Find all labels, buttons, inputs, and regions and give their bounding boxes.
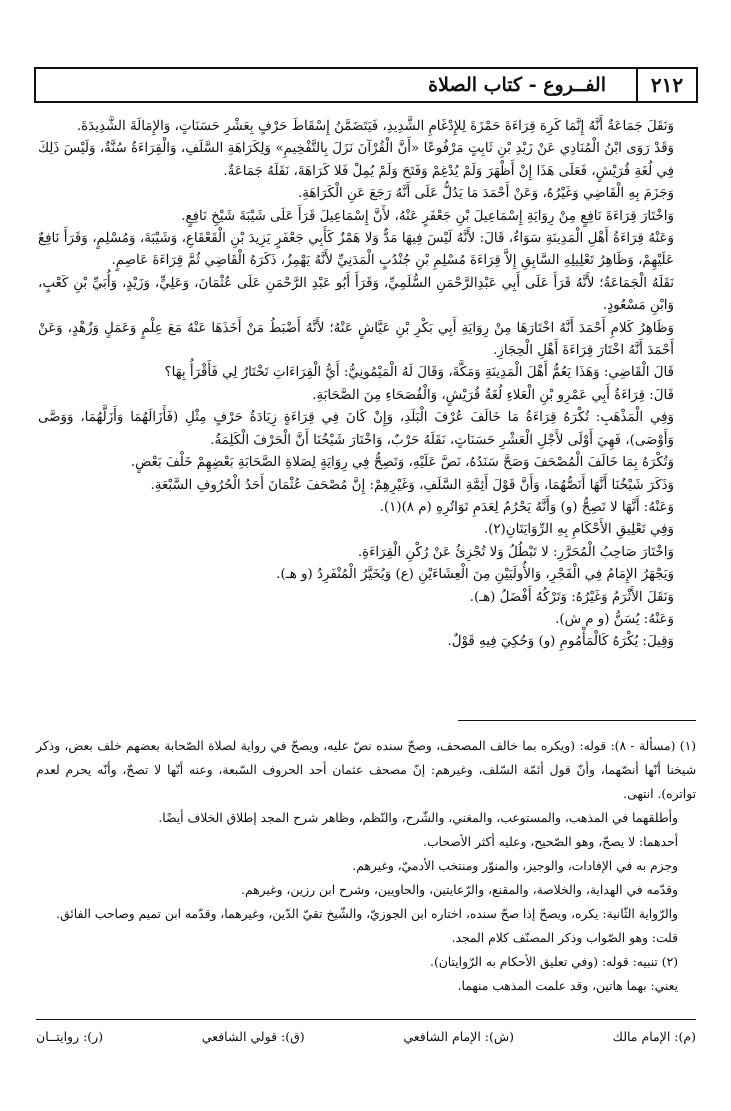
paragraph: وَنَقَلَ جَمَاعَةٌ أَنَّهُ إِنَّمَا كَرِهَ قِرَاءَةَ حَمْزَةَ لِلإِدْغَامِ الشَّدِيدِ، فَيَتَضَمَّنُ إِسْقَاطَ حَرْفٍ بِعَشْرِ حَسَنَاتٍ، وَالإِمَالَةَ الشَّدِيدَةَ. — [76, 119, 674, 134]
main-text — [38, 116, 696, 654]
paragraph: وَقَدْ رَوَى ابْنُ الْمُنَادِي عَنْ زَيْدِ بْنِ ثَابِتٍ مَرْفُوعًا «أَنَّ الْقُرْآنَ نَزَلَ بِالتَّفْخِيمِ» وَلِكَرَاهَةِ السَّلَفِ، وَالْقِرَاءَةُ سُنَّةٌ، وَلَيْسَ ذَلِكَ فِي لُغَةِ قُرَيْشٍ، فَعَلَى هَذَا إِنْ أَظْهَرَ وَلَمْ يُدْغِمْ وَفَتَحَ وَلَمْ يُمِلْ فَلا كَرَاهَةَ، نَقَلَهُ جَمَاعَةٌ. — [38, 141, 674, 179]
footnotes — [36, 734, 696, 998]
paragraph: وَعَنْهُ: يُسَنُّ (و م ش). — [555, 611, 674, 627]
paragraph: وَقِيلَ: يُكْرَهُ كَالْمَأْمُومِ (و) وَحُكِيَ فِيهِ قَوْلٌ. — [447, 634, 674, 650]
footnote: وجزم به في الإفادات، والوجيز، والمنوّر ومنتخب الأدميّ، وغيرهم. — [352, 859, 678, 873]
paragraph: وَفِي تَعْلِيقِ الأَحْكَامِ بِهِ الرِّوَايَتَانِ(٢). — [483, 522, 674, 538]
paragraph: وَعَنْهُ قِرَاءَةُ أَهْلِ الْمَدِينَةِ سَوَاءٌ، قَالَ: لأَنَّهُ لَيْسَ فِيهَا مَدٌّ وَلا هَمْزٌ كَأَبِي جَعْفَرٍ يَزِيدَ بْنِ الْقَعْقَاعِ، وَشَيْبَةَ، وَمُسْلِمٍ، وَقَرَأَ نَافِعٌ عَلَيْهِمْ، وَظَاهِرُ تَعْلِيلِهِ السَّابِقِ إِلاَّ قِرَاءَةَ مُسْلِمِ بْنِ جُنْدُبٍ الْمَدَنِيِّ لأَنَّهُ يَهْمِزُ، ذَكَرَهُ الْقَاضِي ثُمَّ قِرَاءَةَ عَاصِمٍ. — [38, 231, 674, 269]
page-header — [34, 67, 698, 103]
paragraph: قَالَ الْقَاضِي: وَهَذَا يَعُمُّ أَهْلَ الْمَدِينَةِ وَمَكَّةَ، وَقَالَ لَهُ الْمَيْمُونِيُّ: أَيُّ الْقِرَاءَاتِ تَخْتَارُ لِي فَأَقْرَأُ بِهَا؟ — [164, 365, 674, 381]
legend-item: (م): الإمام مالك — [612, 1029, 696, 1044]
footnote: وقدّمه في الهداية، والخلاصة، والمقنع، والرّعايتين، والحاويين، وشرح ابن رزين، وغيرهم. — [241, 883, 678, 897]
paragraph: وَيَجْهَرُ الإِمَامُ فِي الْفَجْرِ، وَالأُولَيَيْنِ مِنَ الْعِشَاءَيْنِ (ع) وَيُخَيَّرُ الْمُنْفَرِدُ (و هـ). — [276, 567, 674, 583]
legend-item: (ش): الإمام الشافعي — [403, 1029, 515, 1044]
footnote: أحدهما: لا يصحّ، وهو الصّحيح، وعليه أكثر الأصحاب. — [423, 835, 678, 849]
paragraph: قَالَ: قِرَاءَةُ أَبِي عَمْرِو بْنِ الْعَلاءِ لُغَةُ قُرَيْشٍ، وَالْفُصَحَاءِ مِنَ الصَّحَابَةِ. — [312, 387, 674, 403]
abbreviation-legend — [36, 1026, 696, 1048]
paragraph: وَفِي الْمَذْهَبِ: تُكْرَهُ قِرَاءَةُ مَا خَالَفَ عُرْفَ الْبَلَدِ، وَإِنْ كَانَ فِي قِرَاءَةٍ زِيَادَةُ حَرْفٍ مِثْلِ (فَأَزَالَهُمَا وَأَزَلَّهُمَا، وَوَصَّى وَأَوْصَى)، فَهِيَ أَوْلَى لأَجْلِ الْعَشْرِ حَسَنَاتٍ، نَقَلَهُ حَرْبٌ، وَاخْتَارَ شَيْخُنَا أَنَّ الْحَرْفَ الْكَلِمَةُ. — [38, 410, 674, 448]
legend-item: (ر): روايتــان — [36, 1029, 104, 1044]
paragraph: نَقَلَهُ الْجَمَاعَةُ؛ لأَنَّهُ قَرَأَ عَلَى أَبِي عَبْدِالرَّحْمَنِ السُّلَمِيِّ، وَقَرَأَ أَبُو عَبْدِ الرَّحْمَنِ عَلَى عُثْمَانَ، وَعَلِيٍّ، وَزَيْدٍ، وَأُبَيِّ بْنِ كَعْبٍ، وَابْنِ مَسْعُودٍ. — [38, 275, 674, 314]
paragraph: وَذَكَرَ شَيْخُنَا أَنَّهَا أَنَصُّهُمَا، وَأَنَّ قَوْلَ أَئِمَّةِ السَّلَفِ، وَغَيْرِهِمْ: إِنَّ مُصْحَفَ عُثْمَانَ أَحَدُ الْحُرُوفِ السَّبْعَةِ. — [150, 477, 674, 493]
legend-separator — [36, 1019, 696, 1020]
footnote-separator — [458, 720, 696, 721]
page-number: ٢١٢ — [636, 69, 696, 101]
paragraph: وَظَاهِرُ كَلامِ أَحْمَدَ أَنَّهُ اخْتَارَهَا مِنْ رِوَايَةِ أَبِي بَكْرِ بْنِ عَيَّاشٍ عَنْهُ؛ لأَنَّهُ أَضْبَطُ مَنْ أَخَذَهَا عَنْهُ مَعَ عِلْمٍ وَعَمَلٍ وَزُهْدٍ، وَعَنْ أَحْمَدَ أَنَّهُ اخْتَارَ قِرَاءَةَ أَهْلِ الْحِجَازِ. — [38, 320, 674, 359]
footnote: والرّواية الثّانية: يكره، ويصحّ إذا صحّ سنده، اختاره ابن الجوزيّ، والشّيخ تقيّ الدّين، وغيرهما، وقدّمه ابن تميم وصاحب الفائق. — [56, 907, 678, 921]
paragraph: وَجَزَمَ بِهِ الْقَاضِي وَغَيْرُهُ، وَعَنْ أَحْمَدَ مَا يَدُلُّ عَلَى أَنَّهُ رَجَعَ عَنِ الْكَرَاهَةِ. — [297, 186, 674, 202]
footnote: يعني: بهما هاتين، وقد علمت المذهب منهما. — [457, 979, 678, 993]
chapter-title: الفــروع - كتاب الصلاة — [428, 74, 606, 96]
paragraph: وَاخْتَارَ قِرَاءَةَ نَافِعٍ مِنْ رِوَايَةِ إِسْمَاعِيلَ بْنِ جَعْفَرٍ عَنْهُ، لأَنَّ إِسْمَاعِيلَ قَرَأَ عَلَى شَيْبَةَ شَيْخِ نَافِعٍ. — [181, 208, 674, 224]
footnote: قلت: وهو الصّواب وذكر المصنّف كلام المجد. — [451, 931, 678, 945]
footnote: (١) (مسألة - ٨): قوله: (ويكره بما خالف المصحف، وصحّ سنده نصّ عليه، ويصحّ في رواية لصلاة الصّحابة بعضهم خلف بعض، وذكر شيخنا أنّها أنصّهما، وأنّ قول أئمّة السّلف، وغيرهم: إنّ مصحف عثمان أحد الحروف السّبعة، وعنه أنّها لا تصحّ، وأنّه يحرم لعدم تواتره). انتهى. — [36, 739, 696, 801]
paragraph: وَعَنْهُ: أَنَّهَا لا تَصِحُّ (و) وَأَنَّهُ يَحْرُمُ لِعَدَمِ تَوَاتُرِهِ (م ٨)(١). — [379, 499, 674, 515]
paragraph: وَنَقَلَ الأَثْرَمُ وَغَيْرُهُ: وَتَرْكُهُ أَفْضَلُ (هـ). — [469, 589, 674, 605]
footnote: وأطلقهما في المذهب، والمستوعب، والمغني، والشّرح، والنّظم، وظاهر شرح المجد إطلاق الخلاف أيضًا. — [158, 811, 678, 825]
paragraph: وَاخْتَارَ صَاحِبُ الْمُحَرَّرِ: لا تَبْطُلُ وَلا تُجْزِئُ عَنْ رُكْنِ الْقِرَاءَةِ. — [357, 544, 674, 560]
paragraph: وَتُكْرَهُ بِمَا خَالَفَ الْمُصْحَفَ وَصَحَّ سَنَدُهُ، نَصَّ عَلَيْهِ، وَتَصِحُّ فِي رِوَايَةٍ لِصَلاةِ الصَّحَابَةِ بَعْضِهِمْ خَلْفَ بَعْضٍ. — [130, 455, 674, 471]
footnote: (٢) تنبيه: قوله: (وفي تعليق الأحكام به الرّوايتان). — [430, 955, 678, 969]
legend-item: (ق): قولي الشافعي — [201, 1029, 305, 1044]
